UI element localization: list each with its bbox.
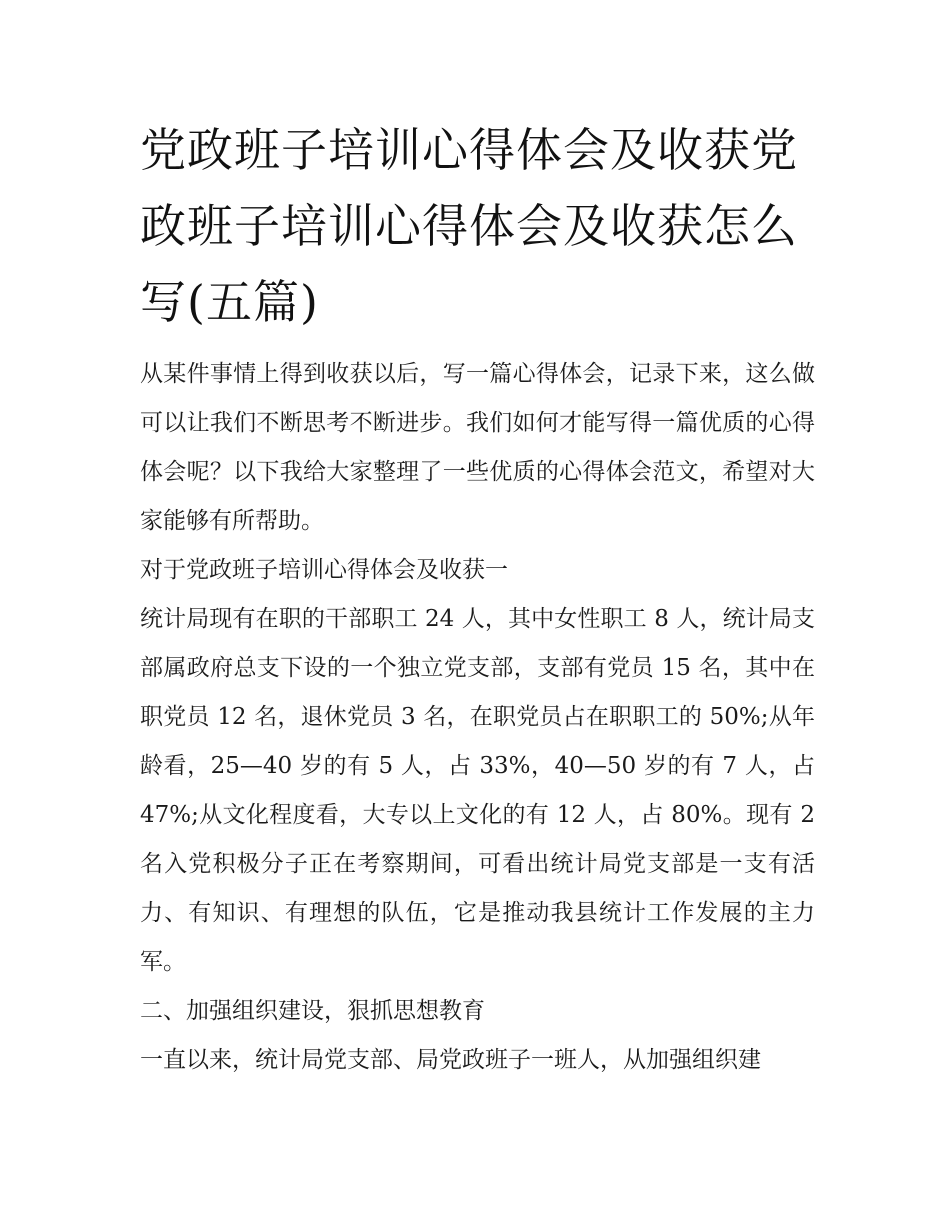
- document-title: 党政班子培训心得体会及收获党政班子培训心得体会及收获怎么写(五篇): [140, 123, 798, 329]
- document-page: [140, 112, 815, 1085]
- closing-paragraph: 一直以来，统计局党支部、局党政班子一班人，从加强组织建: [140, 1047, 761, 1073]
- intro-paragraph: 从某件事情上得到收获以后，写一篇心得体会，记录下来，这么做可以让我们不断思考不断进步。我们如何才能写得一篇优质的心得体会呢？以下我给大家整理了一些优质的心得体会范文，希望对大家能够有所帮助。: [140, 361, 815, 534]
- section-heading: 对于党政班子培训心得体会及收获一: [140, 557, 508, 583]
- body-paragraph: 统计局现有在职的干部职工 24 人，其中女性职工 8 人，统计局支部属政府总支下设的一个独立党支部，支部有党员 15 名，其中在职党员 12 名，退休党员 3 名，在职党员占在职职工的 50%;从年龄看，25—40 岁的有 5 人，占 33%，40—50 岁的有 7 人，占 47%;从文化程度看，大专以上文化的有 12 人，占 80%。现有 2 名入党积极分子正在考察期间，可看出统计局党支部是一支有活力、有知识、有理想的队伍，它是推动我县统计工作发展的主力军。: [140, 606, 815, 975]
- subheading: 二、加强组织建设，狠抓思想教育: [140, 998, 485, 1024]
